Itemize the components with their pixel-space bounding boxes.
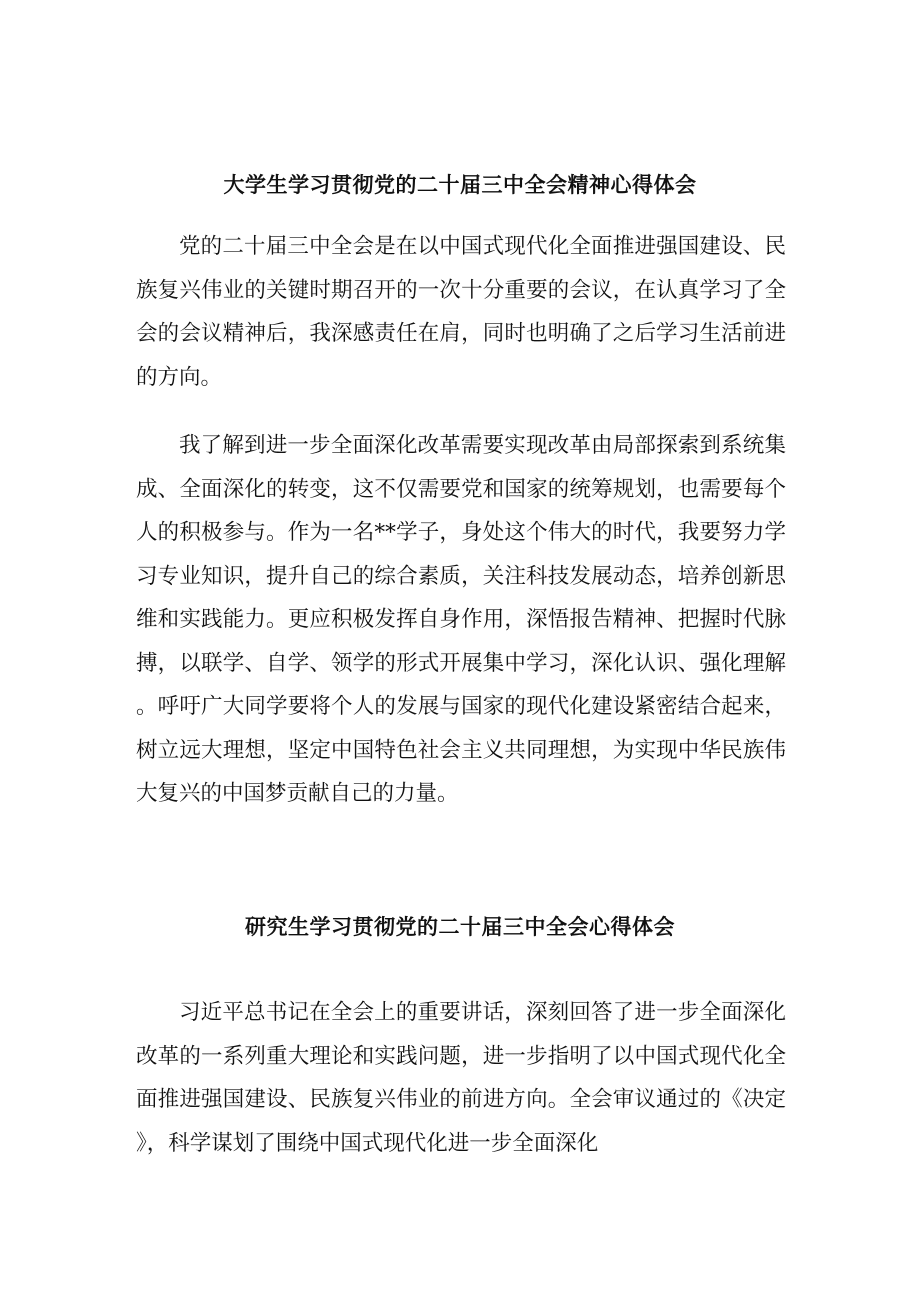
section-2-paragraph-1: 习近平总书记在全会上的重要讲话，深刻回答了进一步全面深化改革的一系列重大理论和实践问题，进一步指明了以中国式现代化全面推进强国建设、民族复兴伟业的前进方向。全会审议通过的《决定》，科学谋划了围绕中国式现代化进一步全面深化 <box>136 1000 786 1156</box>
section-1-paragraph-2: 我了解到进一步全面深化改革需要实现改革由局部探索到系统集成、全面深化的转变，这不仅需要党和国家的统筹规划，也需要每个人的积极参与。作为一名**学子，身处这个伟大的时代，我要努力学习专业知识，提升自己的综合素质，关注科技发展动态，培养创新思维和实践能力。更应积极发挥自身作用，深悟报告精神、把握时代脉搏，以联学、自学、领学的形式开展集中学习，深化认识、强化理解。呼吁广大同学要将个人的发展与国家的现代化建设紧密结合起来，树立远大理想，坚定中国特色社会主义共同理想，为实现中华民族伟大复兴的中国梦贡献自己的力量。 <box>136 433 786 806</box>
section-2-title: 研究生学习贯彻党的二十届三中全会心得体会 <box>245 914 675 939</box>
section-1-paragraph-1: 党的二十届三中全会是在以中国式现代化全面推进强国建设、民族复兴伟业的关键时期召开的一次十分重要的会议，在认真学习了全会的会议精神后，我深感责任在肩，同时也明确了之后学习生活前进的方向。 <box>136 234 786 390</box>
section-1-title: 大学生学习贯彻党的二十届三中全会精神心得体会 <box>223 172 697 197</box>
